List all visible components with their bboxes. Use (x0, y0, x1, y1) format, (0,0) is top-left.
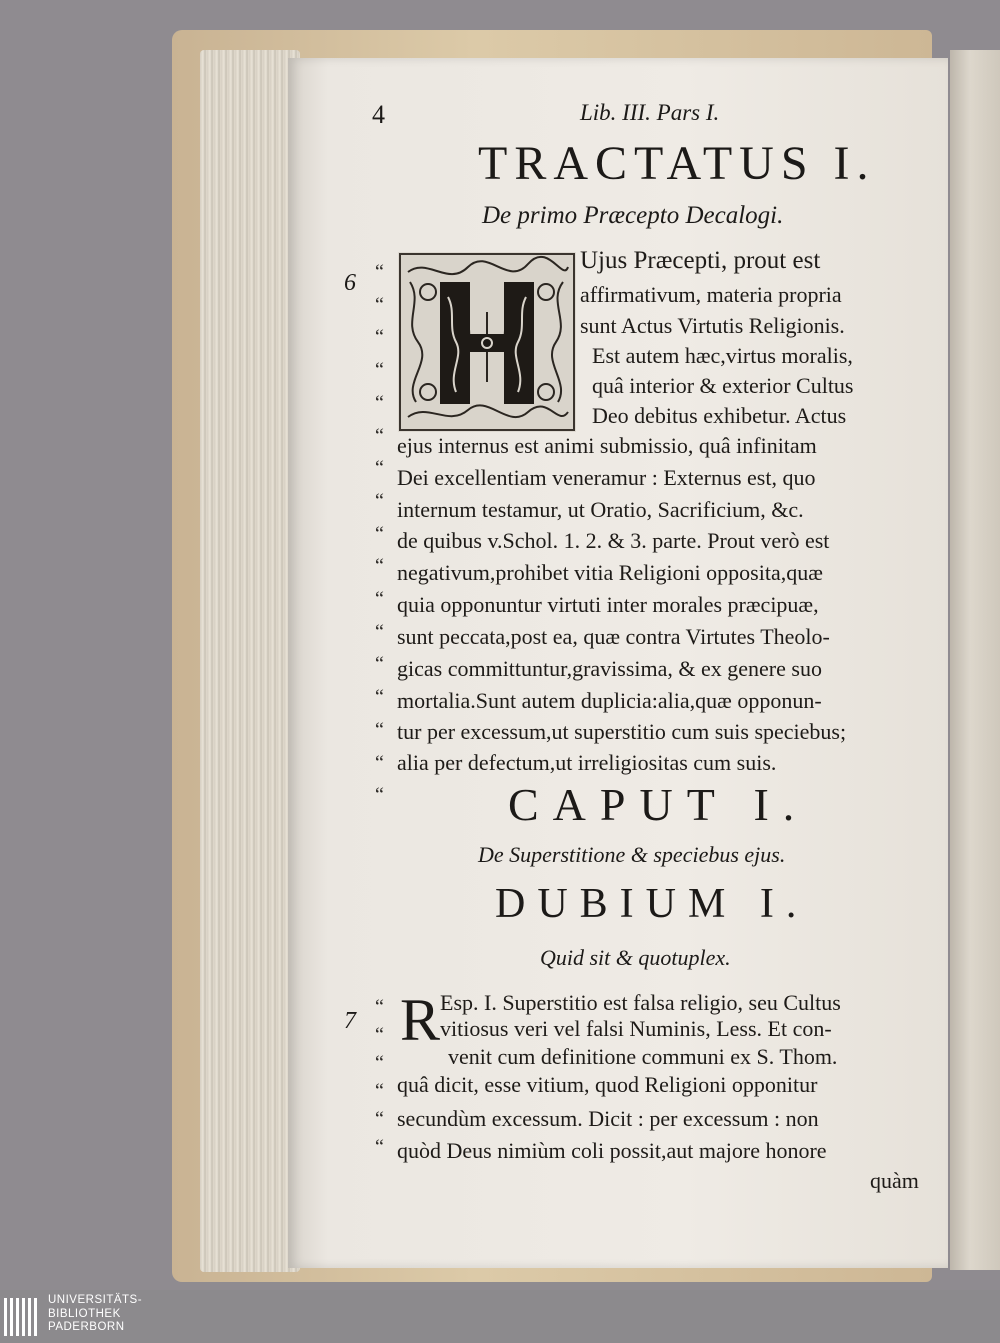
text-line: Ujus Præcepti, prout est (580, 247, 821, 274)
caput-title: CAPUT I. (508, 779, 809, 830)
footer-bar (0, 1290, 1000, 1342)
decorated-initial (398, 252, 576, 432)
text-line: affirmativum, materia propria (580, 282, 842, 307)
text-line: Deo debitus exhibetur. Actus (592, 403, 847, 428)
text-line: vitiosus veri vel falsi Numinis, Less. Et con- (440, 1016, 832, 1041)
facing-page-edge (950, 50, 1000, 1270)
text-line: ejus internus est animi submissio, quâ infinitam (397, 433, 817, 458)
text-line: quâ interior & exterior Cultus (592, 373, 854, 398)
tractatus-title: TRACTATUS I. (478, 137, 876, 190)
library-name: UNIVERSITÄTS- BIBLIOTHEK PADERBORN (48, 1294, 143, 1333)
dubium-title: DUBIUM I. (495, 881, 809, 927)
text-line: sunt Actus Virtutis Religionis. (580, 313, 845, 338)
text-line: tur per excessum,ut superstitio cum suis speciebus; (397, 719, 847, 744)
text-line: sunt peccata,post ea, quæ contra Virtutes Theolo- (397, 624, 830, 649)
text-line: quòd Deus nimiùm coli possit,aut majore honore (397, 1138, 827, 1163)
text-line: de quibus v.Schol. 1. 2. & 3. parte. Prout verò est (397, 528, 830, 553)
quotation-marks-column: “ “ “ “ “ “ (375, 996, 384, 1158)
caput-subtitle: De Superstitione & speciebus ejus. (478, 842, 786, 867)
text-line: alia per defectum,ut irreligiositas cum suis. (397, 750, 777, 775)
text-line: Esp. I. Superstitio est falsa religio, seu Cultus (440, 990, 841, 1015)
tractatus-subtitle: De primo Præcepto Decalogi. (482, 202, 784, 229)
text-line: negativum,prohibet vitia Religioni opposita,quæ (397, 560, 823, 585)
text-line: Dei excellentiam veneramur : Externus est, quo (397, 465, 816, 490)
text-line: internum testamur, ut Oratio, Sacrificium, &c. (397, 497, 804, 522)
text-line: secundùm excessum. Dicit : per excessum : non (397, 1106, 819, 1131)
page-edges (200, 50, 300, 1272)
running-title: Lib. III. Pars I. (580, 100, 720, 125)
quotation-marks-column: “ “ “ “ “ “ “ “ “ “ “ “ “ “ “ “ “ (375, 261, 384, 807)
margin-number: 6 (344, 270, 356, 296)
drop-initial: R (400, 987, 441, 1053)
text-line: venit cum definitione communi ex S. Thom. (448, 1044, 838, 1069)
text-line: quia opponuntur virtuti inter morales præcipuæ, (397, 592, 819, 617)
library-logo-icon (4, 1296, 40, 1338)
margin-number: 7 (344, 1008, 356, 1034)
text-line: mortalia.Sunt autem duplicia:alia,quæ opponun- (397, 688, 822, 713)
text-line: quâ dicit, esse vitium, quod Religioni opponitur (397, 1072, 818, 1097)
text-line: Est autem hæc,virtus moralis, (592, 343, 853, 368)
dubium-subtitle: Quid sit & quotuplex. (540, 945, 731, 970)
catchword: quàm (870, 1168, 919, 1193)
text-line: gicas committuntur,gravissima, & ex genere suo (397, 656, 822, 681)
page-number: 4 (372, 100, 385, 129)
